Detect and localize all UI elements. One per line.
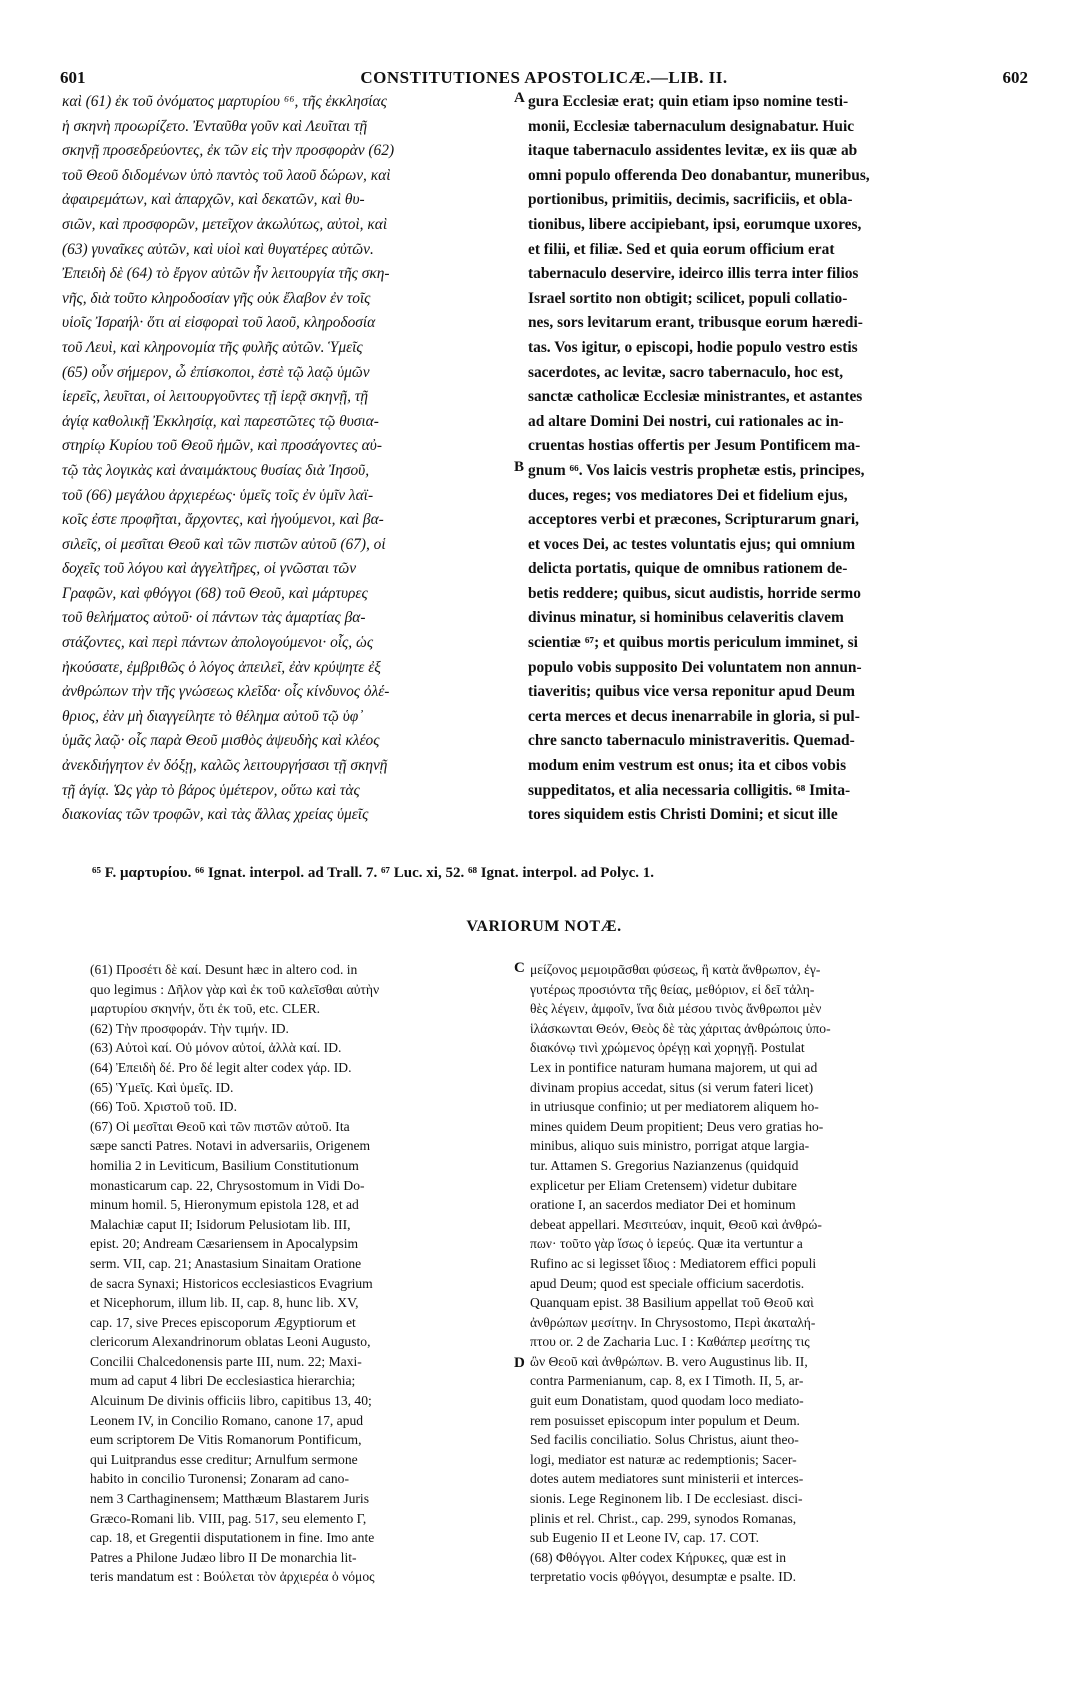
note-line: de sacra Synaxi; Historicos ecclesiasticos Evagrium — [90, 1275, 373, 1291]
text-line: certa merces et decus inenarrabile in gloria, si pul- — [528, 707, 860, 725]
text-line: ἀνεκδιήγητον ἐν δόξῃ, καλῶς λειτουργήσασι τῇ σκηνῇ — [62, 757, 388, 775]
note-line: mum ad caput 4 libri De ecclesiastica hierarchia; — [90, 1373, 356, 1389]
text-line: betis reddere; quibus, sicut audistis, horride sermo — [528, 584, 861, 602]
note-line: contra Parmenianum, cap. 8, ex I Timoth. II, 5, ar- — [530, 1373, 804, 1389]
text-line: Ἐπειδὴ δὲ (64) τὸ ἔργον αὐτῶν ἦν λειτουργία τῆς σκη- — [62, 265, 390, 283]
text-line: ἡ σκηνὴ προωρίζετο. Ἐνταῦθα γοῦν καὶ Λευῖται τῇ — [62, 117, 368, 135]
note-line: homilia 2 in Leviticum, Basilium Constitutionum — [90, 1157, 359, 1173]
note-line: apud Deum; quod est speciale officium sacerdotis. — [530, 1275, 805, 1291]
text-line: omni populo offerenda Deo donabantur, muneribus, — [528, 166, 870, 184]
note-line: Sed facilis conciliatio. Solus Christus, aiunt theo- — [530, 1432, 799, 1448]
text-line: tionibus, libere accipiebant, ipsi, eorumque uxores, — [528, 215, 862, 233]
note-line: πτου or. 2 de Zacharia Luc. I : Καθάπερ μεσίτης τις — [530, 1334, 810, 1350]
text-line: στάζοντες, καὶ περὶ πάντων ἀπολογούμενοι· οἷς, ὡς — [62, 634, 374, 652]
note-line: plinis et rel. Christ., cap. 299, synodos Romanas, — [530, 1510, 797, 1526]
note-line: μαρτυρίου σκηνήν, ὅτι ἐκ τοῦ, etc. CLER. — [90, 1001, 321, 1017]
note-line: minibus, aliquo suis ministro, porrigat atque largia- — [530, 1138, 810, 1154]
note-line: dotes autem mediatores sunt ministerii et interces- — [530, 1471, 804, 1487]
text-line: monii, Ecclesiæ tabernaculum designabatur. Huic — [528, 117, 855, 135]
note-line: debeat appellari. Μεσιτεύαν, inquit, Θεοῦ καὶ ἀνθρώ- — [530, 1216, 822, 1232]
text-line: tiaveritis; quibus vice versa reponitur apud Deum — [528, 683, 855, 701]
note-line: logi, mediator est naturæ ac redemptionis; Sacer- — [530, 1451, 797, 1467]
note-line: ὢν Θεοῦ καὶ ἀνθρώπων. B. vero Augustinus lib. II, — [530, 1353, 808, 1369]
text-line: στηρίῳ Κυρίου τοῦ Θεοῦ ἡμῶν, καὶ προσάγοντες αὐ- — [62, 437, 382, 455]
note-line: (67) Οἱ μεσῖται Θεοῦ καὶ τῶν πιστῶν αὐτοῦ. Ita — [90, 1118, 350, 1134]
note-line: nem 3 Carthaginensem; Matthæum Blastarem Juris — [90, 1491, 370, 1507]
text-line: (65) οὖν σήμερον, ὦ ἐπίσκοποι, ἐστὲ τῷ λαῷ ὑμῶν — [62, 363, 370, 381]
text-line: υἱοῖς Ἰσραήλ· ὅτι αἱ εἰσφοραὶ τοῦ λαοῦ, κληροδοσία — [62, 314, 376, 332]
note-line: oratione I, an sacerdos mediator Dei et hominum — [530, 1197, 796, 1213]
note-line: διακόνῳ τινὶ χρώμενος ὀρέγῃ καὶ χορηγῇ. Postulat — [530, 1040, 805, 1056]
note-line: epist. 20; Andream Cæsariensem in Apocalypsim — [90, 1236, 359, 1252]
text-line: sacerdotes, ac levitæ, sacro tabernaculo, hoc est, — [528, 363, 844, 381]
text-line: sanctæ catholicæ Ecclesiæ ministrantes, et astantes — [528, 388, 863, 406]
note-line: serm. VII, cap. 21; Anastasium Sinaitam Oratione — [90, 1255, 362, 1271]
text-line: ἀνθρώπων τὴν τῆς γνώσεως κλεῖδα· οἷς κίνδυνος ὀλέ- — [62, 683, 390, 701]
note-line: divinam propius accedat, situs (si verum fateri licet) — [530, 1079, 814, 1095]
page-number-right: 602 — [1002, 68, 1028, 87]
footnote-references: ⁶⁵ F. μαρτυρίου. ⁶⁶ Ignat. interpol. ad Trall. 7. ⁶⁷ Luc. xi, 52. ⁶⁸ Ignat. interpol. ad Polyc. 1. — [92, 865, 655, 881]
text-line: gnum ⁶⁶. Vos laicis vestris prophetæ estis, principes, — [528, 461, 865, 479]
text-line: τῷ τὰς λογικὰς καὶ ἀναιμάκτους θυσίας διὰ Ἰησοῦ, — [62, 461, 370, 479]
text-line: gura Ecclesiæ erat; quin etiam ipso nomine testi- — [528, 93, 849, 110]
page-number-left: 601 — [60, 68, 86, 87]
running-header — [60, 68, 1028, 92]
text-line: Γραφῶν, καὶ φθόγγοι (68) τοῦ Θεοῦ, καὶ μάρτυρες — [62, 584, 368, 602]
note-line: πων· τοῦτο γὰρ ἴσως ὁ ἱερεύς. Quæ ita vertuntur a — [530, 1236, 803, 1252]
note-line: qui Luitprandus esse creditur; Arnulfum sermone — [90, 1451, 358, 1467]
latin-text-column — [528, 90, 972, 828]
text-line: acceptores verbi et præcones, Scripturarum gnari, — [528, 511, 859, 529]
text-line: delicta portatis, quique de omnibus rationem de- — [528, 560, 848, 578]
note-line: sionis. Lege Reginonem lib. I De ecclesiast. disci- — [530, 1491, 803, 1507]
text-line: populo vobis supposito Dei voluntatem non annun- — [528, 658, 862, 676]
note-line: sæpe sancti Patres. Notavi in adversariis, Origenem — [90, 1138, 371, 1154]
text-line: δοχεῖς τοῦ λόγου καὶ ἀγγελτῆρες, οἱ γνῶσται τῶν — [62, 560, 357, 578]
note-line: minum homil. 5, Hieronymum epistola 128, et ad — [90, 1197, 359, 1213]
note-line: tur. Attamen S. Gregorius Nazianzenus (quidquid — [530, 1157, 799, 1173]
text-line: τοῦ Λευὶ, καὶ κληρονομία τῆς φυλῆς αὐτῶν. Ὑμεῖς — [62, 338, 363, 356]
text-line: divinus minatur, si hominibus celaveritis clavem — [528, 609, 844, 627]
running-title: CONSTITUTIONES APOSTOLICÆ.—LIB. II. — [360, 68, 728, 87]
note-line: Quanquam epist. 38 Basilium appellat τοῦ Θεοῦ καὶ — [530, 1295, 814, 1311]
text-line: ἱερεῖς, λευῖται, οἱ λειτουργοῦντες τῇ ἱερᾷ σκηνῇ, τῇ — [62, 388, 369, 406]
note-line: ἀνθρώπων μεσίτην. In Chrysostomo, Περὶ ἀκαταλή- — [530, 1314, 816, 1330]
text-line: σιῶν, καὶ προσφορῶν, μετεῖχον ἀκωλύτως, αὐτοὶ, καὶ — [62, 215, 388, 233]
note-line: mines quidem Deum propitient; Deus vero gratias ho- — [530, 1118, 824, 1134]
note-line: cap. 17, sive Preces episcoporum Ægyptiorum et — [90, 1314, 356, 1330]
note-line: θὲς λέγειν, ἀμφοῖν, ἵνα διὰ μέσου τινὸς ἄνθρωποι μὲν — [530, 1001, 822, 1017]
text-line: τῇ ἁγίᾳ. Ὡς γὰρ τὸ βάρος ὑμέτερον, οὕτω καὶ τὰς — [62, 781, 360, 799]
text-line: τοῦ θελήματος αὐτοῦ· οἱ πάντων τὰς ἁμαρτίας βα- — [62, 609, 366, 627]
note-line: γυτέρως προσιόντα τῆς θείας, μεθόριον, εἰ δεῖ τἀλη- — [530, 981, 815, 997]
text-line: tores siquidem estis Christi Domini; et sicut ille — [528, 806, 838, 824]
note-line: Alcuinum De divinis officiis libro, capitibus 13, 40; — [90, 1393, 372, 1409]
note-line: Rufino ac si legisset ἴδιος : Mediatorem effici populi — [530, 1255, 817, 1271]
text-line: καὶ (61) ἐκ τοῦ ὀνόματος μαρτυρίου ⁶⁶, τῆς ἐκκλησίας — [62, 93, 387, 110]
text-line: et filii, et filiæ. Sed et quia eorum officium erat — [528, 240, 835, 258]
margin-marker-c: C — [514, 960, 525, 976]
note-line: et Nicephorum, illum lib. II, cap. 8, hunc lib. XV, — [90, 1295, 359, 1311]
note-line: cap. 18, et Gregentii disputationem in fine. Imo ante — [90, 1530, 375, 1546]
note-line: in utriusque confinio; ut per mediatorem aliquem ho- — [530, 1099, 819, 1115]
text-line: τοῦ (66) μεγάλου ἀρχιερέως· ὑμεῖς τοῖς ἐν ὑμῖν λαϊ- — [62, 486, 374, 504]
note-line: teris mandatum est : Βούλεται τὸν ἀρχιερέα ὁ νόμος — [90, 1569, 375, 1585]
note-line: eum scriptorem De Vitis Romanorum Pontificum, — [90, 1432, 362, 1448]
note-line: (65) Ὑμεῖς. Καὶ ὑμεῖς. ID. — [90, 1079, 234, 1095]
notes-right-column — [530, 960, 972, 1587]
note-line: clericorum Alexandrinorum oblatas Leoni Augusto, — [90, 1334, 371, 1350]
note-line: (66) Τοῦ. Χριστοῦ τοῦ. ID. — [90, 1099, 237, 1115]
text-line: scientiæ ⁶⁷; et quibus mortis periculum imminet, si — [528, 634, 858, 652]
note-line: (64) Ἐπειδὴ δέ. Pro δέ legit alter codex γάρ. ID. — [90, 1059, 352, 1075]
text-line: nes, sors levitarum erant, tribusque eorum hæredi- — [528, 314, 863, 332]
note-line: ἱλάσκωνται Θεόν, Θεὸς δὲ τὰς χάριτας ἀνθρώποις ὑπο- — [530, 1020, 831, 1036]
text-line: cruentas hostias offertis per Jesum Pontificem ma- — [528, 437, 861, 455]
text-line: θριος, ἐὰν μὴ διαγγείλητε τὸ θέλημα αὐτοῦ τῷ ὑφ᾽ — [62, 707, 364, 725]
text-line: ad altare Domini Dei nostri, cui rationales ac in- — [528, 412, 844, 430]
text-line: Israel sortito non obtigit; scilicet, populi collatio- — [528, 289, 848, 307]
text-line: chre sancto tabernaculo ministraveritis. Quemad- — [528, 732, 855, 750]
text-line: ὑμᾶς λαῷ· οἷς παρὰ Θεοῦ μισθὸς ἀψευδὴς καὶ κλέος — [62, 732, 380, 750]
note-line: rem posuisset episcopum inter populum et Deum. — [530, 1412, 800, 1428]
note-line: Concilii Chalcedonensis parte III, num. 22; Maxi- — [90, 1353, 362, 1369]
text-line: tas. Vos igitur, o episcopi, hodie populo vestro estis — [528, 338, 858, 356]
text-line: duces, reges; vos mediatores Dei et fidelium ejus, — [528, 486, 848, 504]
margin-marker-d: D — [514, 1355, 525, 1371]
margin-marker-b: B — [514, 459, 525, 475]
text-line: τοῦ Θεοῦ διδομένων ὑπὸ παντὸς τοῦ λαοῦ δώρων, καὶ — [62, 166, 391, 184]
section-title: VARIORUM NOTÆ. — [466, 918, 622, 935]
note-line: (68) Φθόγγοι. Alter codex Κήρυκες, quæ est in — [530, 1549, 787, 1565]
note-line: monasticarum cap. 22, Chrysostomum in Vidi Do- — [90, 1177, 365, 1193]
text-line: διακονίας τῶν τροφῶν, καὶ τὰς ἄλλας χρείας ὑμεῖς — [62, 806, 369, 824]
note-line: Malachiæ caput II; Isidorum Pelusiotam lib. III, — [90, 1216, 351, 1232]
text-line: ἠκούσατε, ἐμβριθῶς ὁ λόγος ἀπειλεῖ, ἐὰν κρύψητε ἐξ — [62, 658, 381, 676]
text-line: tabernaculo deservire, ideirco illis terra inter filios — [528, 265, 859, 283]
text-line: σκηνῇ προσεδρεύοντες, ἐκ τῶν εἰς τὴν προσφορὰν (62) — [62, 142, 395, 160]
text-line: σιλεῖς, οἱ μεσῖται Θεοῦ καὶ τῶν πιστῶν αὐτοῦ (67), οἱ — [62, 535, 386, 553]
text-line: κοῖς ἐστε προφῆται, ἄρχοντες, καὶ ἡγούμενοι, καὶ βα- — [62, 511, 384, 529]
text-line: portionibus, primitiis, decimis, sacrificiis, et obla- — [528, 191, 853, 209]
note-line: sub Eugenio II et Leone IV, cap. 17. COT. — [530, 1530, 760, 1546]
note-line: explicetur per Eliam Cretensem) videtur dubitare — [530, 1177, 797, 1193]
note-line: guit eum Donatistam, quod quodam loco mediato- — [530, 1393, 804, 1409]
note-line: Lex in pontifice naturam humana majorem, ut qui ad — [530, 1059, 818, 1075]
text-line: ἀφαιρεμάτων, καὶ ἀπαρχῶν, καὶ δεκατῶν, καὶ θυ- — [62, 191, 365, 209]
note-line: quo legimus : Δῆλον γὰρ καὶ ἐκ τοῦ καλεῖσθαι αὐτὴν — [90, 981, 380, 997]
text-line: νῆς, διὰ τοῦτο κληροδοσίαν γῆς οὐκ ἔλαβον ἐν τοῖς — [62, 289, 371, 307]
note-line: (61) Προσέτι δὲ καί. Desunt hæc in altero cod. in — [90, 962, 358, 977]
text-line: et voces Dei, ac testes voluntatis ejus; qui omnium — [528, 535, 856, 553]
note-line: habito in concilio Turonensi; Zonaram ad cano- — [90, 1471, 349, 1487]
text-line: modum enim vestrum est onus; ita et cibos vobis — [528, 757, 847, 775]
note-line: terpretatio vocis φθόγγοι, desumptæ e psalte. ID. — [530, 1569, 796, 1585]
note-line: (62) Τὴν προσφοράν. Τὴν τιμήν. ID. — [90, 1020, 289, 1036]
text-line: ἁγίᾳ καθολικῇ Ἐκκλησίᾳ, καὶ παρεστῶτες τῷ θυσια- — [62, 412, 379, 430]
note-line: Leonem IV, in Concilio Romano, canone 17, apud — [90, 1412, 364, 1428]
note-line: (63) Αὐτοὶ καί. Οὐ μόνον αὐτοί, ἀλλὰ καί. ID. — [90, 1040, 342, 1056]
greek-text-column — [62, 90, 514, 828]
margin-marker-a: A — [514, 90, 525, 106]
notes-left-column — [90, 960, 512, 1587]
note-line: μείζονος μεμοιρᾶσθαι φύσεως, ἢ κατὰ ἄνθρωπον, ἐγ- — [530, 962, 821, 977]
text-line: itaque tabernaculo assidentes levitæ, ex iis quæ ab — [528, 142, 858, 160]
note-line: Græco-Romani lib. VIII, pag. 517, seu elemento Γ, — [90, 1510, 367, 1526]
text-line: suppeditatos, et alia necessaria colligitis. ⁶⁸ Imita- — [528, 781, 851, 799]
text-line: (63) γυναῖκες αὐτῶν, καὶ υἱοὶ καὶ θυγατέρες αὐτῶν. — [62, 240, 374, 258]
note-line: Patres a Philone Judæo libro II De monarchia lit- — [90, 1549, 357, 1565]
